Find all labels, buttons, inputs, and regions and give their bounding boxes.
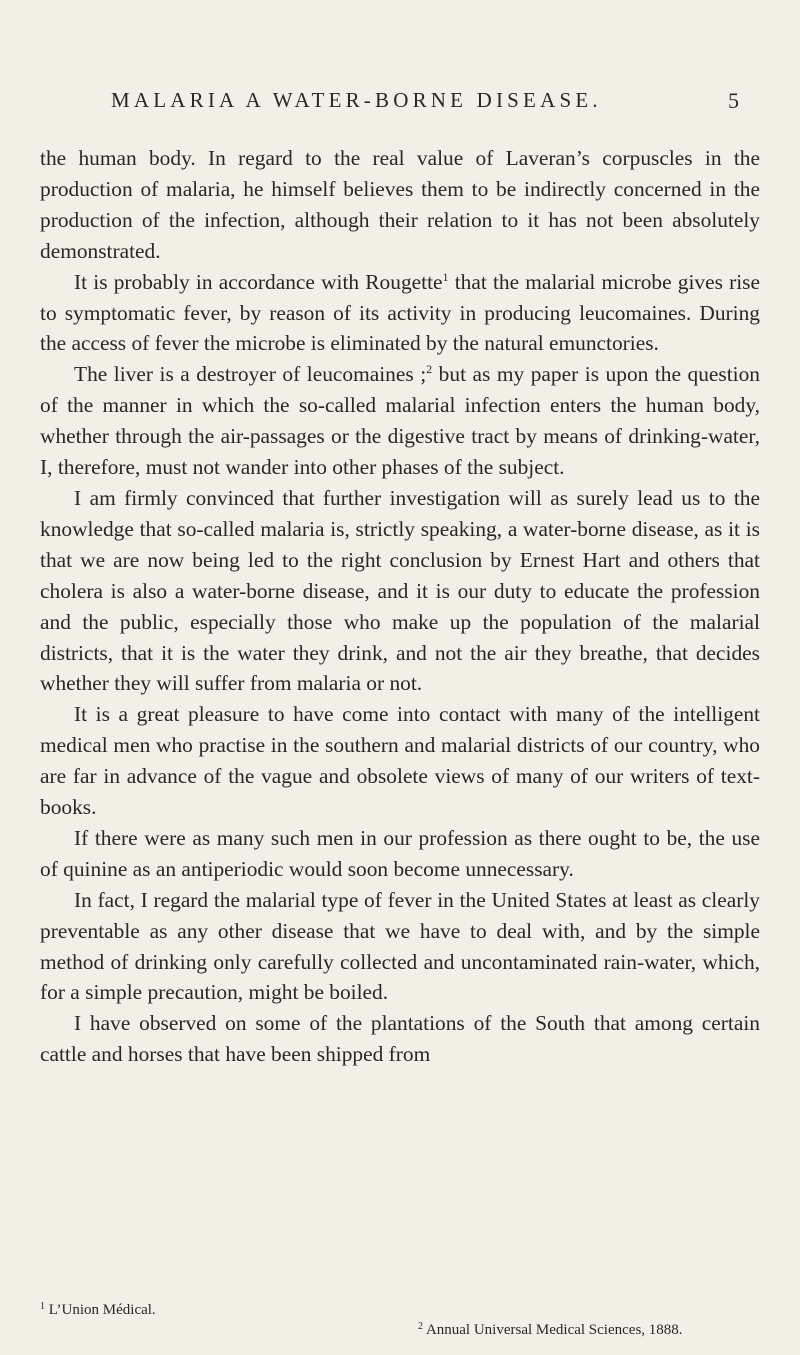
paragraph-text: I am firmly convinced that further investigation will as surely lead us to the knowledge that so-called malaria is, strictly speaking, a water-borne disease, as it is that we are now being led to the right conclusion by Ernest Hart and others that cholera is also a water-borne disease, and it is our duty to educate the profession and the public, especially those who make up the population of the malarial districts, that it is the water they drink, and not the air they breathe, that decides whether they will suffer from malaria or not. bbox=[40, 485, 760, 696]
paragraph-text: I have observed on some of the plantations of the South that among certain cattle and horses that have been shipped from bbox=[40, 1011, 760, 1067]
footnote-mark: 2 bbox=[418, 1321, 423, 1332]
running-head bbox=[0, 88, 800, 118]
footnote-ref: 1 bbox=[442, 269, 449, 284]
footnote-text: L’Union Médical. bbox=[48, 1302, 156, 1318]
footnote-ref: 2 bbox=[426, 362, 433, 377]
paragraph bbox=[40, 143, 760, 267]
running-title: MALARIA A WATER-BORNE DISEASE. bbox=[111, 88, 602, 112]
paragraph-text: The liver is a destroyer of leucomaines ; bbox=[74, 362, 427, 387]
paragraph-text: It is a great pleasure to have come into contact with many of the intelligent medical men who practise in the southern and malarial districts of our country, who are far in advance of the vague and obsolete views of many of our writers of text-books. bbox=[40, 702, 760, 820]
paragraph bbox=[40, 267, 760, 360]
footnotes bbox=[40, 1302, 780, 1342]
paragraph-text: that the malarial microbe gives rise to symptomatic fever, by reason of its activity in producing leucomaines. During the access of fever the microbe is eliminated by the natural emunctories. bbox=[40, 269, 760, 356]
page-number: 5 bbox=[728, 88, 739, 113]
footnote-mark: 1 bbox=[40, 1301, 45, 1312]
paragraph bbox=[40, 359, 760, 483]
paragraph-text: but as my paper is upon the question of the manner in which the so-called malarial infection enters the human body, whether through the air-passages or the digestive tract by means of drinking-water, I, therefore, must not wander into other phases of the subject. bbox=[40, 362, 761, 480]
paragraph-text: If there were as many such men in our profession as there ought to be, the use of quinine as an antiperiodic would soon become unnecessary. bbox=[40, 825, 760, 881]
paragraph-text: It is probably in accordance with Rougette bbox=[74, 269, 443, 294]
paragraph bbox=[40, 885, 760, 1009]
footnote bbox=[418, 1322, 683, 1339]
paragraph bbox=[40, 483, 760, 699]
paragraph-text: the human body. In regard to the real value of Laveran’s corpuscles in the production of malaria, he himself believes them to be indirectly concerned in the production of the infection, although their relation to it has not been absolutely demonstrated. bbox=[40, 146, 760, 263]
body-text bbox=[40, 143, 760, 1070]
paragraph bbox=[40, 1008, 760, 1070]
paragraph bbox=[40, 699, 760, 823]
paragraph bbox=[40, 823, 760, 885]
paragraph-text: In fact, I regard the malarial type of fever in the United States at least as clearly preventable as any other disease that we have to deal with, and by the simple method of drinking only carefully collected and uncontaminated rain-water, which, for a simple precaution, might be boiled. bbox=[40, 887, 760, 1005]
footnote-text: Annual Universal Medical Sciences, 1888. bbox=[425, 1322, 683, 1338]
footnote bbox=[40, 1302, 156, 1319]
